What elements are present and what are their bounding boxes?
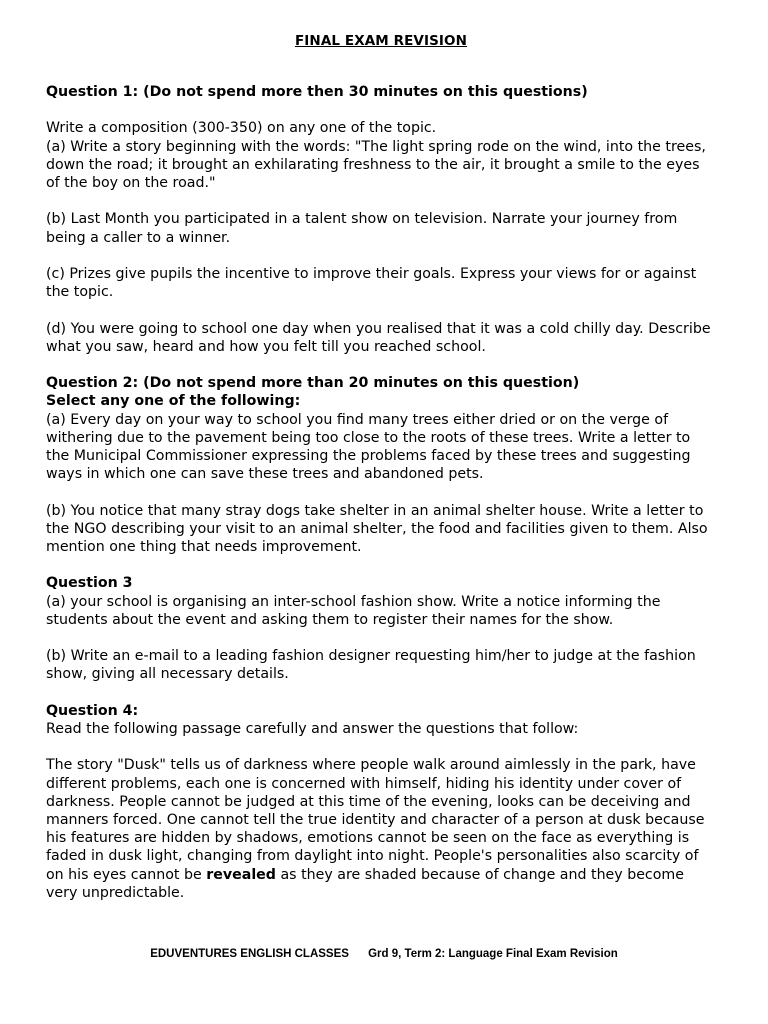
footer-right: Grd 9, Term 2: Language Final Exam Revision <box>368 948 618 960</box>
question-3-option-a: (a) your school is organising an inter-school fashion show. Write a notice informing the students about the event and asking them to register their names for the show. <box>46 593 661 628</box>
page-title: FINAL EXAM REVISION <box>294 33 467 49</box>
question-2-subheading: Select any one of the following: <box>46 393 301 410</box>
question-4-heading: Question 4: <box>46 702 139 719</box>
passage-bold-word: revealed <box>206 866 276 883</box>
document-page <box>46 33 716 902</box>
question-3-option-b: (b) Write an e-mail to a leading fashion designer requesting him/her to judge at the fashion show, giving all necessary details. <box>46 648 696 683</box>
question-2-option-b: (b) You notice that many stray dogs take shelter in an animal shelter house. Write a letter to the NGO describing your visit to an animal shelter, the food and facilities given to them. Also mention one thing that needs improvement. <box>46 502 708 555</box>
passage-text-end: as they are shaded because of change and they become very unpredictable. <box>46 866 684 901</box>
question-1-heading: Question 1: (Do not spend more then 30 minutes on this questions) <box>46 84 588 100</box>
footer-left: EDUVENTURES ENGLISH CLASSES <box>150 948 349 960</box>
question-2-option-a: (a) Every day on your way to school you find many trees either dried or on the verge of withering due to the pavement being too close to the roots of these trees. Write a letter to the Municipal Commissioner expressing the problems faced by these trees and suggesting ways in which one can save these trees and abandoned pets. <box>46 411 691 483</box>
question-1-option-a: (a) Write a story beginning with the words: "The light spring rode on the wind, into the trees, down the road; it brought an exhilarating freshness to the air, it brought a smile to the eyes of the boy on the road." <box>46 138 706 191</box>
question-3-heading: Question 3 <box>46 575 133 592</box>
passage-text-start: The story "Dusk" tells us of darkness where people walk around aimlessly in the park, have different problems, each one is concerned with himself, hiding his identity under cover of darkness. People cannot be judged at this time of the evening, looks can be deceiving and manners forced. One cannot tell the true identity and character of a person at dusk because his features are hidden by shadows, emotions cannot be seen on the face as everything is faded in dusk light, changing from daylight into night. People's personalities also scarcity of on his eyes cannot be <box>46 757 705 883</box>
question-4-intro: Read the following passage carefully and answer the questions that follow: <box>46 720 579 737</box>
question-1-option-d: (d) You were going to school one day when you realised that it was a cold chilly day. Describe what you saw, heard and how you felt till you reached school. <box>46 320 711 355</box>
question-1-option-b: (b) Last Month you participated in a talent show on television. Narrate your journey from being a caller to a winner. <box>46 211 678 246</box>
question-1-intro: Write a composition (300-350) on any one of the topic. <box>46 120 437 137</box>
question-4-passage <box>46 756 716 902</box>
page-footer <box>0 948 768 960</box>
question-1-option-c: (c) Prizes give pupils the incentive to improve their goals. Express your views for or against the topic. <box>46 265 697 301</box>
question-2-heading: Question 2: (Do not spend more than 20 minutes on this question) <box>46 375 580 392</box>
